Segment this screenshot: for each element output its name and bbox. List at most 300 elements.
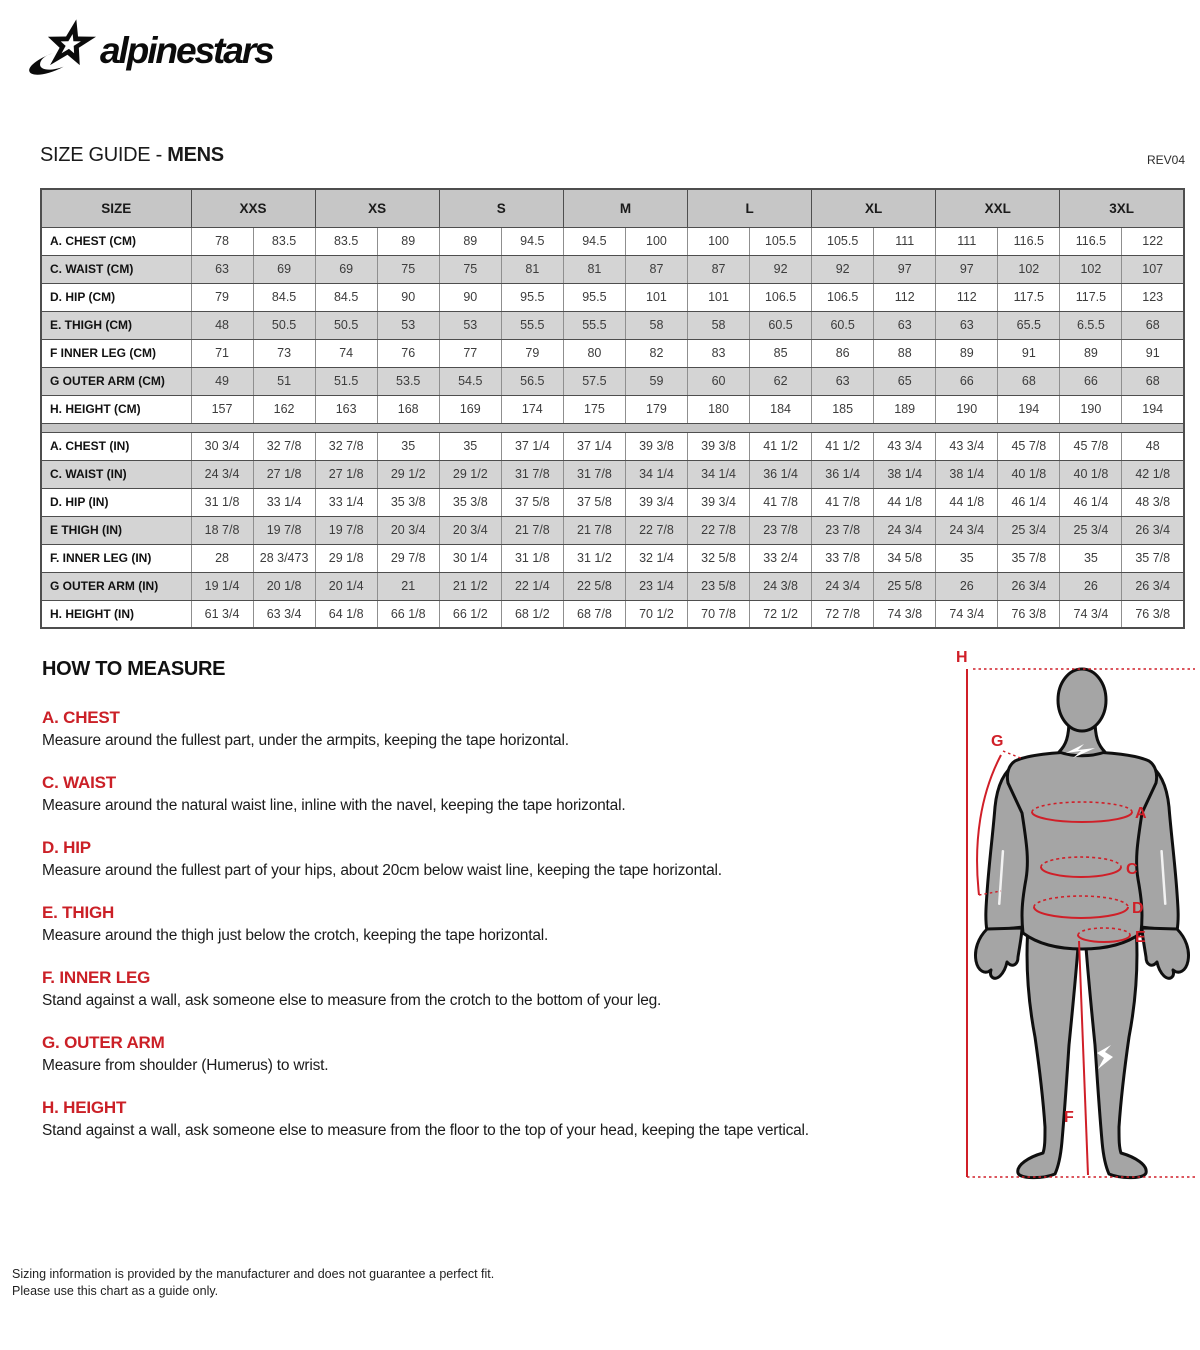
size-value-cell: 23 5/8 — [688, 572, 750, 600]
how-to-measure-sections — [42, 708, 932, 1140]
table-row — [41, 283, 1184, 311]
size-value-cell: 70 1/2 — [625, 600, 687, 628]
size-value-cell: 74 3/8 — [874, 600, 936, 628]
measure-section — [42, 708, 932, 750]
size-value-cell: 31 1/8 — [191, 488, 253, 516]
size-value-cell: 74 3/4 — [1060, 600, 1122, 628]
size-value-cell: 180 — [688, 395, 750, 423]
measure-heading: C. WAIST — [42, 773, 116, 792]
size-value-cell: 90 — [377, 283, 439, 311]
size-value-cell: 29 7/8 — [377, 544, 439, 572]
size-value-cell: 27 1/8 — [253, 460, 315, 488]
table-separator-cell — [41, 423, 1184, 432]
row-label: H. HEIGHT (IN) — [41, 600, 191, 628]
size-value-cell: 35 — [936, 544, 998, 572]
measure-text: Measure around the fullest part of your hips, about 20cm below waist line, keeping the tape horizontal. — [42, 862, 722, 879]
size-value-cell: 58 — [625, 311, 687, 339]
size-value-cell: 69 — [253, 255, 315, 283]
size-value-cell: 86 — [812, 339, 874, 367]
size-value-cell: 18 7/8 — [191, 516, 253, 544]
size-value-cell: 101 — [625, 283, 687, 311]
size-value-cell: 106.5 — [812, 283, 874, 311]
size-value-cell: 29 1/2 — [377, 460, 439, 488]
measure-text: Stand against a wall, ask someone else to measure from the crotch to the bottom of your leg. — [42, 992, 662, 1009]
size-value-cell: 100 — [688, 227, 750, 255]
size-value-cell: 33 2/4 — [750, 544, 812, 572]
size-value-cell: 100 — [625, 227, 687, 255]
size-value-cell: 92 — [750, 255, 812, 283]
size-value-cell: 21 — [377, 572, 439, 600]
table-row — [41, 367, 1184, 395]
size-value-cell: 27 1/8 — [315, 460, 377, 488]
size-value-cell: 32 1/4 — [625, 544, 687, 572]
size-value-cell: 112 — [936, 283, 998, 311]
alpinestars-logo-svg — [24, 12, 294, 84]
size-value-cell: 190 — [936, 395, 998, 423]
alpinestars-logo — [24, 12, 294, 89]
size-value-cell: 68 — [1122, 367, 1184, 395]
footer-line-1: Sizing information is provided by the manufacturer and does not guarantee a perfect fit. — [12, 1267, 495, 1281]
size-value-cell: 112 — [874, 283, 936, 311]
size-value-cell: 84.5 — [253, 283, 315, 311]
measure-text: Stand against a wall, ask someone else to measure from the floor to the top of your head, keeping the tape vertical. — [42, 1122, 809, 1139]
size-value-cell: 68 — [998, 367, 1060, 395]
size-value-cell: 44 1/8 — [874, 488, 936, 516]
size-value-cell: 83.5 — [315, 227, 377, 255]
size-value-cell: 102 — [998, 255, 1060, 283]
how-to-measure-title: HOW TO MEASURE — [42, 658, 226, 680]
size-value-cell: 20 1/8 — [253, 572, 315, 600]
size-value-cell: 61 3/4 — [191, 600, 253, 628]
measure-section — [42, 773, 932, 815]
size-value-cell: 189 — [874, 395, 936, 423]
measure-text: Measure from shoulder (Humerus) to wrist. — [42, 1057, 329, 1074]
size-value-cell: 63 — [812, 367, 874, 395]
size-value-cell: 85 — [750, 339, 812, 367]
size-value-cell: 68 — [1122, 311, 1184, 339]
measure-heading: G. OUTER ARM — [42, 1033, 165, 1052]
size-value-cell: 75 — [439, 255, 501, 283]
size-value-cell: 184 — [750, 395, 812, 423]
size-value-cell: 68 1/2 — [501, 600, 563, 628]
row-label: A. CHEST (IN) — [41, 432, 191, 460]
size-value-cell: 83 — [688, 339, 750, 367]
size-value-cell: 59 — [625, 367, 687, 395]
size-value-cell: 37 5/8 — [563, 488, 625, 516]
size-value-cell: 79 — [501, 339, 563, 367]
size-value-cell: 35 3/8 — [439, 488, 501, 516]
size-column-header: XS — [315, 189, 439, 227]
size-value-cell: 41 1/2 — [812, 432, 874, 460]
size-value-cell: 80 — [563, 339, 625, 367]
size-value-cell: 39 3/8 — [625, 432, 687, 460]
size-value-cell: 50.5 — [315, 311, 377, 339]
page-title-gender: MENS — [167, 144, 224, 166]
size-value-cell: 70 7/8 — [688, 600, 750, 628]
label-chest: A — [1135, 805, 1147, 822]
size-value-cell: 26 — [1060, 572, 1122, 600]
size-value-cell: 194 — [998, 395, 1060, 423]
size-value-cell: 89 — [377, 227, 439, 255]
size-value-cell: 21 1/2 — [439, 572, 501, 600]
size-value-cell: 26 — [936, 572, 998, 600]
measure-section — [42, 903, 932, 945]
size-value-cell: 26 3/4 — [998, 572, 1060, 600]
size-value-cell: 66 — [1060, 367, 1122, 395]
size-value-cell: 31 7/8 — [563, 460, 625, 488]
size-value-cell: 39 3/8 — [688, 432, 750, 460]
size-value-cell: 22 7/8 — [688, 516, 750, 544]
size-value-cell: 105.5 — [812, 227, 874, 255]
size-value-cell: 106.5 — [750, 283, 812, 311]
size-value-cell: 31 1/8 — [501, 544, 563, 572]
size-value-cell: 77 — [439, 339, 501, 367]
row-label: F. INNER LEG (IN) — [41, 544, 191, 572]
table-row — [41, 600, 1184, 628]
size-column-label: SIZE — [41, 189, 191, 227]
size-value-cell: 194 — [1122, 395, 1184, 423]
size-value-cell: 35 7/8 — [1122, 544, 1184, 572]
size-value-cell: 50.5 — [253, 311, 315, 339]
table-row — [41, 488, 1184, 516]
size-value-cell: 51 — [253, 367, 315, 395]
size-value-cell: 123 — [1122, 283, 1184, 311]
size-value-cell: 179 — [625, 395, 687, 423]
size-value-cell: 31 7/8 — [501, 460, 563, 488]
size-value-cell: 54.5 — [439, 367, 501, 395]
size-value-cell: 94.5 — [563, 227, 625, 255]
size-value-cell: 39 3/4 — [688, 488, 750, 516]
size-value-cell: 73 — [253, 339, 315, 367]
size-value-cell: 43 3/4 — [936, 432, 998, 460]
size-value-cell: 23 7/8 — [750, 516, 812, 544]
size-value-cell: 38 1/4 — [874, 460, 936, 488]
size-value-cell: 60.5 — [750, 311, 812, 339]
size-value-cell: 122 — [1122, 227, 1184, 255]
size-value-cell: 36 1/4 — [750, 460, 812, 488]
size-value-cell: 22 1/4 — [501, 572, 563, 600]
size-column-header: S — [439, 189, 563, 227]
footer-line-2: Please use this chart as a guide only. — [12, 1284, 219, 1298]
size-value-cell: 89 — [1060, 339, 1122, 367]
size-value-cell: 63 — [874, 311, 936, 339]
size-value-cell: 35 — [1060, 544, 1122, 572]
size-value-cell: 23 7/8 — [812, 516, 874, 544]
size-value-cell: 20 1/4 — [315, 572, 377, 600]
size-value-cell: 31 1/2 — [563, 544, 625, 572]
size-value-cell: 71 — [191, 339, 253, 367]
size-value-cell: 37 1/4 — [501, 432, 563, 460]
size-value-cell: 37 5/8 — [501, 488, 563, 516]
logo-wordmark: alpinestars — [99, 29, 273, 72]
size-value-cell: 41 1/2 — [750, 432, 812, 460]
size-value-cell: 94.5 — [501, 227, 563, 255]
revision-label: REV04 — [1146, 153, 1185, 167]
size-value-cell: 87 — [625, 255, 687, 283]
size-value-cell: 23 1/4 — [625, 572, 687, 600]
size-value-cell: 24 3/4 — [874, 516, 936, 544]
size-value-cell: 35 — [439, 432, 501, 460]
size-value-cell: 29 1/2 — [439, 460, 501, 488]
label-inner-leg: F — [1064, 1109, 1074, 1126]
label-waist: C — [1126, 861, 1138, 878]
size-value-cell: 39 3/4 — [625, 488, 687, 516]
row-label: D. HIP (IN) — [41, 488, 191, 516]
size-value-cell: 51.5 — [315, 367, 377, 395]
size-value-cell: 58 — [688, 311, 750, 339]
size-value-cell: 19 7/8 — [315, 516, 377, 544]
size-value-cell: 25 5/8 — [874, 572, 936, 600]
size-value-cell: 40 1/8 — [1060, 460, 1122, 488]
inner-leg-line — [1079, 941, 1088, 1175]
size-value-cell: 19 7/8 — [253, 516, 315, 544]
size-value-cell: 30 3/4 — [191, 432, 253, 460]
size-value-cell: 97 — [874, 255, 936, 283]
size-value-cell: 116.5 — [1060, 227, 1122, 255]
size-value-cell: 63 — [191, 255, 253, 283]
row-label: H. HEIGHT (CM) — [41, 395, 191, 423]
size-column-header: 3XL — [1060, 189, 1184, 227]
size-value-cell: 92 — [812, 255, 874, 283]
size-value-cell: 84.5 — [315, 283, 377, 311]
size-value-cell: 72 7/8 — [812, 600, 874, 628]
size-value-cell: 81 — [563, 255, 625, 283]
size-value-cell: 82 — [625, 339, 687, 367]
table-row — [41, 572, 1184, 600]
size-value-cell: 62 — [750, 367, 812, 395]
size-value-cell: 21 7/8 — [501, 516, 563, 544]
size-value-cell: 60 — [688, 367, 750, 395]
size-value-cell: 24 3/4 — [936, 516, 998, 544]
size-value-cell: 79 — [191, 283, 253, 311]
table-row — [41, 432, 1184, 460]
size-value-cell: 44 1/8 — [936, 488, 998, 516]
size-value-cell: 74 3/4 — [936, 600, 998, 628]
size-value-cell: 35 — [377, 432, 439, 460]
size-value-cell: 55.5 — [501, 311, 563, 339]
size-value-cell: 111 — [936, 227, 998, 255]
size-value-cell: 169 — [439, 395, 501, 423]
size-value-cell: 75 — [377, 255, 439, 283]
size-value-cell: 157 — [191, 395, 253, 423]
size-value-cell: 28 3/473 — [253, 544, 315, 572]
size-value-cell: 22 5/8 — [563, 572, 625, 600]
size-value-cell: 53 — [377, 311, 439, 339]
size-value-cell: 185 — [812, 395, 874, 423]
size-value-cell: 48 3/8 — [1122, 488, 1184, 516]
size-value-cell: 89 — [439, 227, 501, 255]
label-outer-arm: G — [991, 733, 1004, 750]
size-value-cell: 33 1/4 — [253, 488, 315, 516]
size-value-cell: 48 — [1122, 432, 1184, 460]
size-value-cell: 53.5 — [377, 367, 439, 395]
title-row — [40, 144, 1185, 167]
size-value-cell: 65 — [874, 367, 936, 395]
measure-heading: D. HIP — [42, 838, 91, 857]
table-row — [41, 395, 1184, 423]
size-value-cell: 19 1/4 — [191, 572, 253, 600]
size-value-cell: 33 1/4 — [315, 488, 377, 516]
size-value-cell: 83.5 — [253, 227, 315, 255]
measure-heading: F. INNER LEG — [42, 968, 151, 987]
size-table-body — [41, 227, 1184, 628]
how-to-measure — [42, 658, 932, 1163]
measure-heading: E. THIGH — [42, 903, 115, 922]
size-value-cell: 26 3/4 — [1122, 572, 1184, 600]
size-value-cell: 32 7/8 — [315, 432, 377, 460]
size-column-header: L — [688, 189, 812, 227]
row-label: F INNER LEG (CM) — [41, 339, 191, 367]
table-separator-row — [41, 423, 1184, 432]
size-value-cell: 28 — [191, 544, 253, 572]
measure-heading: H. HEIGHT — [42, 1098, 127, 1117]
size-value-cell: 65.5 — [998, 311, 1060, 339]
size-value-cell: 56.5 — [501, 367, 563, 395]
size-value-cell: 76 3/8 — [1122, 600, 1184, 628]
size-value-cell: 107 — [1122, 255, 1184, 283]
label-hip: D — [1132, 900, 1144, 917]
size-value-cell: 66 1/8 — [377, 600, 439, 628]
table-row — [41, 227, 1184, 255]
size-value-cell: 22 7/8 — [625, 516, 687, 544]
row-label: C. WAIST (IN) — [41, 460, 191, 488]
size-value-cell: 55.5 — [563, 311, 625, 339]
size-value-cell: 46 1/4 — [998, 488, 1060, 516]
size-value-cell: 25 3/4 — [998, 516, 1060, 544]
size-value-cell: 33 7/8 — [812, 544, 874, 572]
size-value-cell: 95.5 — [501, 283, 563, 311]
size-value-cell: 46 1/4 — [1060, 488, 1122, 516]
size-value-cell: 42 1/8 — [1122, 460, 1184, 488]
size-column-header: M — [563, 189, 687, 227]
measure-text: Measure around the natural waist line, inline with the navel, keeping the tape horizontal. — [42, 797, 626, 814]
size-value-cell: 29 1/8 — [315, 544, 377, 572]
size-value-cell: 87 — [688, 255, 750, 283]
page-title — [40, 144, 224, 167]
size-value-cell: 163 — [315, 395, 377, 423]
size-value-cell: 35 7/8 — [998, 544, 1060, 572]
size-value-cell: 90 — [439, 283, 501, 311]
size-value-cell: 25 3/4 — [1060, 516, 1122, 544]
size-value-cell: 117.5 — [998, 283, 1060, 311]
size-value-cell: 88 — [874, 339, 936, 367]
size-value-cell: 32 5/8 — [688, 544, 750, 572]
measure-text: Measure around the fullest part, under the armpits, keeping the tape horizontal. — [42, 732, 569, 749]
size-value-cell: 6.5.5 — [1060, 311, 1122, 339]
footer-disclaimer — [12, 1266, 494, 1300]
size-value-cell: 53 — [439, 311, 501, 339]
size-value-cell: 76 3/8 — [998, 600, 1060, 628]
size-value-cell: 45 7/8 — [1060, 432, 1122, 460]
size-value-cell: 175 — [563, 395, 625, 423]
measure-section — [42, 1033, 932, 1075]
row-label: C. WAIST (CM) — [41, 255, 191, 283]
size-column-header: XL — [812, 189, 936, 227]
size-value-cell: 34 1/4 — [688, 460, 750, 488]
size-value-cell: 26 3/4 — [1122, 516, 1184, 544]
size-value-cell: 76 — [377, 339, 439, 367]
size-value-cell: 97 — [936, 255, 998, 283]
table-row — [41, 544, 1184, 572]
size-value-cell: 40 1/8 — [998, 460, 1060, 488]
size-value-cell: 74 — [315, 339, 377, 367]
size-value-cell: 102 — [1060, 255, 1122, 283]
size-value-cell: 43 3/4 — [874, 432, 936, 460]
size-value-cell: 34 1/4 — [625, 460, 687, 488]
size-value-cell: 60.5 — [812, 311, 874, 339]
size-value-cell: 63 — [936, 311, 998, 339]
table-row — [41, 460, 1184, 488]
table-row — [41, 339, 1184, 367]
measure-section — [42, 1098, 932, 1140]
size-value-cell: 162 — [253, 395, 315, 423]
size-value-cell: 20 3/4 — [377, 516, 439, 544]
size-value-cell: 91 — [1122, 339, 1184, 367]
row-label: E. THIGH (CM) — [41, 311, 191, 339]
size-value-cell: 101 — [688, 283, 750, 311]
size-value-cell: 38 1/4 — [936, 460, 998, 488]
table-row — [41, 516, 1184, 544]
size-value-cell: 45 7/8 — [998, 432, 1060, 460]
size-value-cell: 32 7/8 — [253, 432, 315, 460]
page-title-prefix: SIZE GUIDE - — [40, 144, 168, 166]
measurement-figure — [945, 645, 1200, 1190]
size-value-cell: 30 1/4 — [439, 544, 501, 572]
size-value-cell: 168 — [377, 395, 439, 423]
size-value-cell: 78 — [191, 227, 253, 255]
measure-section — [42, 838, 932, 880]
size-value-cell: 34 5/8 — [874, 544, 936, 572]
size-value-cell: 41 7/8 — [812, 488, 874, 516]
size-value-cell: 68 7/8 — [563, 600, 625, 628]
label-thigh: E — [1135, 929, 1146, 946]
size-value-cell: 89 — [936, 339, 998, 367]
table-row — [41, 311, 1184, 339]
table-row — [41, 255, 1184, 283]
size-value-cell: 49 — [191, 367, 253, 395]
size-value-cell: 95.5 — [563, 283, 625, 311]
size-value-cell: 116.5 — [998, 227, 1060, 255]
size-value-cell: 66 1/2 — [439, 600, 501, 628]
size-value-cell: 117.5 — [1060, 283, 1122, 311]
size-value-cell: 69 — [315, 255, 377, 283]
size-table-header-row — [41, 189, 1184, 227]
size-column-header: XXL — [936, 189, 1060, 227]
size-value-cell: 66 — [936, 367, 998, 395]
row-label: G OUTER ARM (CM) — [41, 367, 191, 395]
size-value-cell: 174 — [501, 395, 563, 423]
row-label: D. HIP (CM) — [41, 283, 191, 311]
size-value-cell: 91 — [998, 339, 1060, 367]
measure-section — [42, 968, 932, 1010]
measure-heading: A. CHEST — [42, 708, 120, 727]
size-value-cell: 35 3/8 — [377, 488, 439, 516]
size-value-cell: 41 7/8 — [750, 488, 812, 516]
size-value-cell: 24 3/8 — [750, 572, 812, 600]
row-label: E THIGH (IN) — [41, 516, 191, 544]
size-value-cell: 63 3/4 — [253, 600, 315, 628]
size-value-cell: 190 — [1060, 395, 1122, 423]
size-value-cell: 36 1/4 — [812, 460, 874, 488]
row-label: A. CHEST (CM) — [41, 227, 191, 255]
label-height: H — [956, 649, 968, 666]
outer-arm-dotted-top — [1003, 751, 1023, 759]
size-value-cell: 81 — [501, 255, 563, 283]
size-value-cell: 21 7/8 — [563, 516, 625, 544]
size-value-cell: 20 3/4 — [439, 516, 501, 544]
row-label: G OUTER ARM (IN) — [41, 572, 191, 600]
size-value-cell: 105.5 — [750, 227, 812, 255]
